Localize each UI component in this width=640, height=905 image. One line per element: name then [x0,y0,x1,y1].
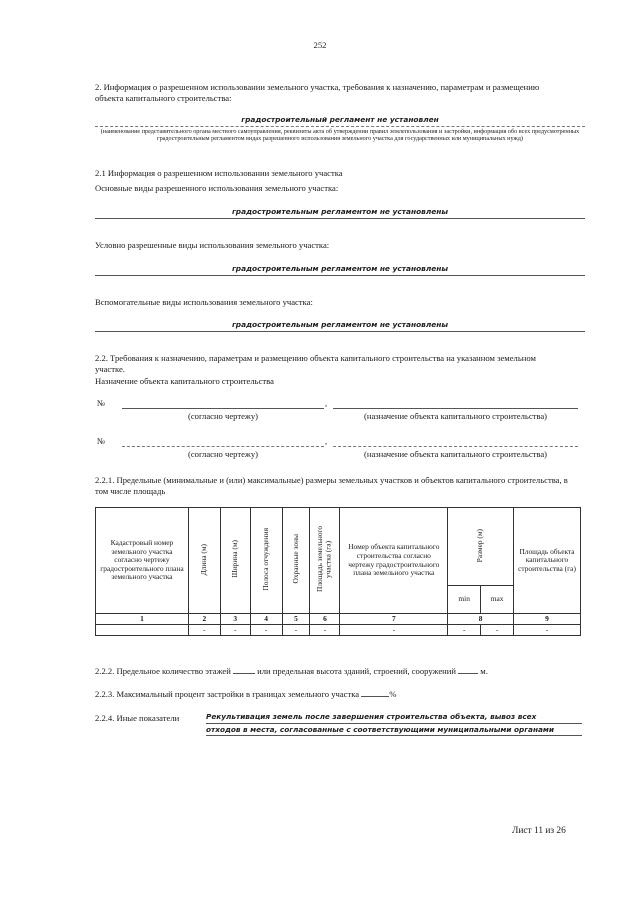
conditional-uses-label: Условно разрешенные виды использования земельного участка: [95,240,330,250]
auxiliary-uses-value: градостроительным регламентом не установлены [231,320,449,329]
section21-heading: 2.1 Информация о разрешенном использовании земельного участка [95,168,343,178]
section2-value: градостроительный регламент не установлен [241,115,439,124]
object-number-line [122,446,324,447]
page-number: 252 [313,40,327,50]
column-number: 1 [96,614,189,625]
other-indicators-line1: Рекультивация земель после завершения строительства объекта, вывоз всех [206,712,537,721]
table-cell: - [188,625,220,636]
basic-uses-label: Основные виды разрешенного использования земельного участка: [95,183,339,193]
table-cell: - [448,625,481,636]
header-size: Размер (м) [448,508,514,586]
building-percent-label: 2.2.3. Максимальный процент застройки в границах земельного участка [95,689,360,699]
header-width: Ширина (м) [220,508,250,614]
object-number-sign: № [97,436,106,446]
column-number: 8 [448,614,514,625]
purpose-caption: (назначение объекта капитального строительства) [363,411,548,421]
table-cell: - [220,625,250,636]
table-cell: - [514,625,581,636]
header-length: Длина (м) [188,508,220,614]
section2-heading: 2. Информация о разрешенном использовании земельного участка, требования к назначению, параметрам и размещению объекта капитального строительства: [95,82,540,103]
column-number: 3 [220,614,250,625]
object-purpose-line [333,408,578,409]
building-percent-blank [361,696,389,697]
basic-uses-underline [95,218,585,219]
column-number: 4 [250,614,282,625]
section2-value-underline [95,126,585,127]
table-cell: - [250,625,282,636]
header-protected-zones: Охранные зоны [282,508,310,614]
height-unit: м. [480,666,488,676]
row-separator: , [325,398,328,408]
section2-caption: (наименование представительного органа местного самоуправления, реквизиты акта об утверждении правил землепользования и застройки, информация обо всех предусмотренных градостроительным регламентом видах разрешенного использования земельного участка для государственных или муниципальных нужд) [100,128,580,143]
section221-heading: 2.2.1. Предельные (минимальные и (или) максимальные) размеры земельных участков и объектов капитального строительства, в том числе площадь [95,475,568,496]
object-number-line [122,408,324,409]
other-indicators-label: 2.2.4. Иные показатели [95,713,180,723]
section222-line [95,666,488,677]
size-parameters-table [95,507,581,636]
other-indicators-underline-1 [206,723,582,724]
other-indicators-underline-2 [206,735,582,736]
sheet-footer: Лист 11 из 26 [512,826,566,836]
per-drawing-caption: (согласно чертежу) [187,449,258,459]
table-cell: - [282,625,310,636]
row-separator: , [325,436,328,446]
other-indicators-line2: отходов в места, согласованные с соответствующими муниципальными органами [206,725,555,734]
conditional-uses-value: градостроительным регламентом не установлены [231,264,449,273]
section22-heading: 2.2. Требования к назначению, параметрам и размещению объекта капитального строительства на указанном земельном участке. [95,353,536,374]
header-alienation-strip: Полоса отчуждения [250,508,282,614]
header-plot-area: Площадь земельного участка (га) [310,508,340,614]
column-number: 6 [310,614,340,625]
purpose-label: Назначение объекта капитального строительства [95,376,274,386]
floors-label: 2.2.2. Предельное количество этажей [95,666,231,676]
header-object-area: Площадь объекта капитального строительства (га) [514,508,581,614]
header-object-number: Номер объекта капитального строительства согласно чертежу градостроительного плана земельного участка [340,508,448,614]
auxiliary-uses-label: Вспомогательные виды использования земельного участка: [95,297,313,307]
height-label: или предельная высота зданий, строений, сооружений [257,666,456,676]
table-cell: - [340,625,448,636]
section223-line [95,689,396,700]
table-cell: - [310,625,340,636]
basic-uses-value: градостроительным регламентом не установлены [231,207,449,216]
per-drawing-caption: (согласно чертежу) [187,411,258,421]
column-number: 5 [282,614,310,625]
object-purpose-line [333,446,578,447]
purpose-caption: (назначение объекта капитального строительства) [363,449,548,459]
conditional-uses-underline [95,275,585,276]
column-number: 9 [514,614,581,625]
header-cadastral-number: Кадастровый номер земельного участка согласно чертежу градостроительного плана земельного участка [96,508,189,614]
percent-sign: % [389,689,397,699]
column-number: 2 [188,614,220,625]
header-min: min [448,586,481,614]
table-cell: - [481,625,514,636]
auxiliary-uses-underline [95,331,585,332]
object-number-sign: № [97,398,106,408]
height-blank [458,673,478,674]
header-max: max [481,586,514,614]
floors-blank [233,673,255,674]
column-number: 7 [340,614,448,625]
table-cell [96,625,189,636]
